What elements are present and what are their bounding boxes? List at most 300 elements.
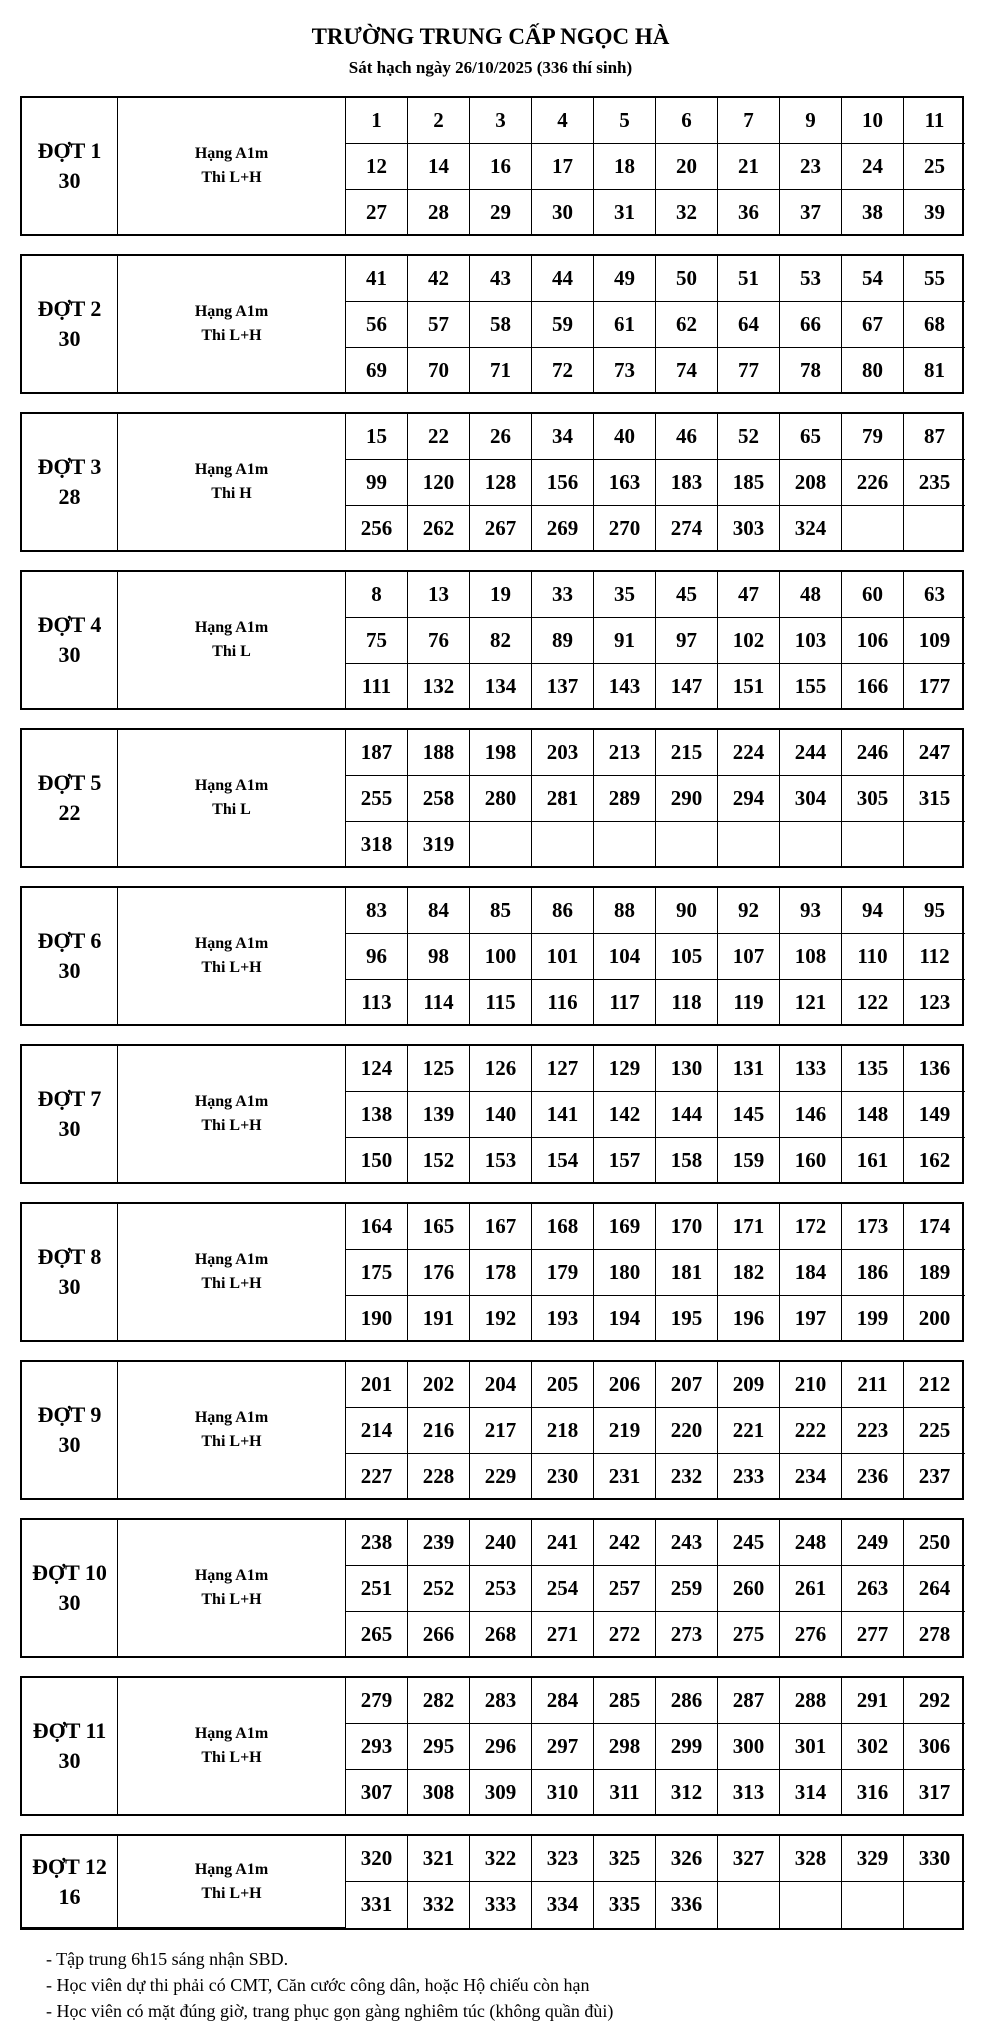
candidate-number: 216 xyxy=(408,1408,470,1454)
batch-table xyxy=(22,1836,965,1928)
candidate-number: 130 xyxy=(656,1046,718,1092)
candidate-number: 270 xyxy=(594,506,656,552)
candidate-number: 187 xyxy=(346,730,408,776)
batch-count: 30 xyxy=(58,1116,81,1142)
candidate-number: 72 xyxy=(532,348,594,394)
license-class-cell xyxy=(118,1678,346,1815)
candidate-number: 9 xyxy=(780,98,842,144)
candidate-number: 134 xyxy=(470,664,532,710)
candidate-number: 300 xyxy=(718,1724,780,1770)
candidate-number: 301 xyxy=(780,1724,842,1770)
license-class: Hạng A1m xyxy=(194,1409,269,1427)
candidate-number: 53 xyxy=(780,256,842,302)
candidate-number: 5 xyxy=(594,98,656,144)
exam-type: Thi L+H xyxy=(201,327,262,345)
candidate-number: 137 xyxy=(532,664,594,710)
candidate-number: 297 xyxy=(532,1724,594,1770)
candidate-number: 201 xyxy=(346,1362,408,1408)
batch-count: 30 xyxy=(58,1748,81,1774)
candidate-number: 73 xyxy=(594,348,656,394)
exam-type: Thi L+H xyxy=(201,959,262,977)
candidate-number: 245 xyxy=(718,1520,780,1566)
license-class-cell xyxy=(118,1046,346,1183)
candidate-number: 92 xyxy=(718,888,780,934)
candidate-number: 66 xyxy=(780,302,842,348)
table-row xyxy=(22,730,965,776)
license-class: Hạng A1m xyxy=(194,935,269,953)
candidate-number: 127 xyxy=(532,1046,594,1092)
candidate-number: 258 xyxy=(408,776,470,822)
license-class: Hạng A1m xyxy=(194,1093,269,1111)
candidate-number: 65 xyxy=(780,414,842,460)
candidate-number: 251 xyxy=(346,1566,408,1612)
candidate-number: 223 xyxy=(842,1408,904,1454)
candidate-number: 291 xyxy=(842,1678,904,1724)
candidate-number: 112 xyxy=(904,934,966,980)
candidate-number: 199 xyxy=(842,1296,904,1342)
candidate-number: 303 xyxy=(718,506,780,552)
candidate-number: 259 xyxy=(656,1566,718,1612)
candidate-number: 242 xyxy=(594,1520,656,1566)
candidate-number: 326 xyxy=(656,1836,718,1882)
candidate-number: 133 xyxy=(780,1046,842,1092)
exam-type: Thi L+H xyxy=(201,1884,262,1902)
batch-table xyxy=(22,888,965,1026)
candidate-number: 75 xyxy=(346,618,408,664)
candidate-number: 108 xyxy=(780,934,842,980)
candidate-number: 179 xyxy=(532,1250,594,1296)
candidate-number: 220 xyxy=(656,1408,718,1454)
candidate-number: 46 xyxy=(656,414,718,460)
candidate-number: 161 xyxy=(842,1138,904,1184)
candidate-number: 63 xyxy=(904,572,966,618)
candidate-number: 189 xyxy=(904,1250,966,1296)
candidate-number: 203 xyxy=(532,730,594,776)
candidate-number: 64 xyxy=(718,302,780,348)
candidate-number: 194 xyxy=(594,1296,656,1342)
batch-name: ĐỢT 1 xyxy=(37,138,102,164)
candidate-number: 36 xyxy=(718,190,780,236)
candidate-number: 299 xyxy=(656,1724,718,1770)
candidate-number: 18 xyxy=(594,144,656,190)
candidate-number: 328 xyxy=(780,1836,842,1882)
batch-count: 30 xyxy=(58,326,81,352)
candidate-number: 20 xyxy=(656,144,718,190)
exam-type: Thi L+H xyxy=(201,1591,262,1609)
candidate-number: 325 xyxy=(594,1836,656,1882)
candidate-number: 202 xyxy=(408,1362,470,1408)
batch-table xyxy=(22,1678,965,1816)
batch-table xyxy=(22,1046,965,1184)
candidate-number: 285 xyxy=(594,1678,656,1724)
candidate-number: 85 xyxy=(470,888,532,934)
candidate-number: 261 xyxy=(780,1566,842,1612)
note-line: - Học viên dự thi phải có CMT, Căn cước công dân, hoặc Hộ chiếu còn hạn xyxy=(46,1975,590,1995)
candidate-number: 101 xyxy=(532,934,594,980)
candidate-number: 141 xyxy=(532,1092,594,1138)
candidate-number: 213 xyxy=(594,730,656,776)
candidate-number: 280 xyxy=(470,776,532,822)
candidate-number: 95 xyxy=(904,888,966,934)
candidate-number: 35 xyxy=(594,572,656,618)
candidate-number: 318 xyxy=(346,822,408,868)
batch-block xyxy=(20,1044,964,1184)
candidate-number: 118 xyxy=(656,980,718,1026)
candidate-number: 165 xyxy=(408,1204,470,1250)
candidate-number: 181 xyxy=(656,1250,718,1296)
candidate-number: 218 xyxy=(532,1408,594,1454)
table-row xyxy=(22,888,965,934)
batch-label xyxy=(22,1046,118,1183)
candidate-number: 55 xyxy=(904,256,966,302)
candidate-number: 6 xyxy=(656,98,718,144)
candidate-number: 273 xyxy=(656,1612,718,1658)
candidate-number: 175 xyxy=(346,1250,408,1296)
candidate-number xyxy=(904,822,966,868)
exam-type: Thi L+H xyxy=(201,1275,262,1293)
candidate-number: 24 xyxy=(842,144,904,190)
candidate-number: 253 xyxy=(470,1566,532,1612)
batch-table xyxy=(22,414,965,552)
candidate-number: 102 xyxy=(718,618,780,664)
candidate-number: 277 xyxy=(842,1612,904,1658)
candidate-number: 93 xyxy=(780,888,842,934)
candidate-number: 283 xyxy=(470,1678,532,1724)
candidate-number: 154 xyxy=(532,1138,594,1184)
candidate-number: 150 xyxy=(346,1138,408,1184)
candidate-number: 37 xyxy=(780,190,842,236)
candidate-number: 88 xyxy=(594,888,656,934)
candidate-number: 229 xyxy=(470,1454,532,1500)
candidate-number: 292 xyxy=(904,1678,966,1724)
license-class: Hạng A1m xyxy=(194,1251,269,1269)
batch-block xyxy=(20,728,964,868)
note-line: - Tập trung 6h15 sáng nhận SBD. xyxy=(46,1949,289,1969)
candidate-number: 54 xyxy=(842,256,904,302)
batch-block xyxy=(20,412,964,552)
license-class-cell xyxy=(118,414,346,551)
candidate-number: 176 xyxy=(408,1250,470,1296)
batch-count: 16 xyxy=(58,1883,81,1909)
candidate-number: 226 xyxy=(842,460,904,506)
batch-count: 30 xyxy=(58,1590,81,1616)
exam-type: Thi L xyxy=(212,643,251,661)
license-class-cell xyxy=(118,730,346,867)
candidate-number: 295 xyxy=(408,1724,470,1770)
batch-label xyxy=(22,414,118,551)
candidate-number: 123 xyxy=(904,980,966,1026)
candidate-number xyxy=(842,822,904,868)
candidate-number: 31 xyxy=(594,190,656,236)
candidate-number: 274 xyxy=(656,506,718,552)
candidate-number: 79 xyxy=(842,414,904,460)
batch-name: ĐỢT 9 xyxy=(37,1402,102,1428)
candidate-number: 80 xyxy=(842,348,904,394)
license-class: Hạng A1m xyxy=(194,1725,269,1743)
candidate-number: 248 xyxy=(780,1520,842,1566)
candidate-number: 289 xyxy=(594,776,656,822)
batch-table xyxy=(22,1520,965,1658)
candidate-number: 105 xyxy=(656,934,718,980)
batch-table xyxy=(22,730,965,868)
candidate-number: 51 xyxy=(718,256,780,302)
candidate-number: 84 xyxy=(408,888,470,934)
candidate-number: 335 xyxy=(594,1882,656,1928)
candidate-number: 69 xyxy=(346,348,408,394)
candidate-number: 147 xyxy=(656,664,718,710)
candidate-number: 153 xyxy=(470,1138,532,1184)
candidate-number: 11 xyxy=(904,98,966,144)
candidate-number: 128 xyxy=(470,460,532,506)
candidate-number: 321 xyxy=(408,1836,470,1882)
candidate-number: 8 xyxy=(346,572,408,618)
candidate-number: 57 xyxy=(408,302,470,348)
batch-count: 30 xyxy=(58,1274,81,1300)
candidate-number: 264 xyxy=(904,1566,966,1612)
candidate-number: 197 xyxy=(780,1296,842,1342)
candidate-number: 152 xyxy=(408,1138,470,1184)
candidate-number: 247 xyxy=(904,730,966,776)
candidate-number: 106 xyxy=(842,618,904,664)
candidate-number: 206 xyxy=(594,1362,656,1408)
candidate-number: 272 xyxy=(594,1612,656,1658)
candidate-number: 278 xyxy=(904,1612,966,1658)
candidate-number: 149 xyxy=(904,1092,966,1138)
candidate-number: 140 xyxy=(470,1092,532,1138)
batch-name: ĐỢT 3 xyxy=(37,454,102,480)
candidate-number: 166 xyxy=(842,664,904,710)
candidate-number: 89 xyxy=(532,618,594,664)
candidate-number: 309 xyxy=(470,1770,532,1816)
table-row xyxy=(22,256,965,302)
candidate-number: 320 xyxy=(346,1836,408,1882)
candidate-number xyxy=(780,822,842,868)
candidate-number: 228 xyxy=(408,1454,470,1500)
candidate-number: 290 xyxy=(656,776,718,822)
batch-label xyxy=(22,98,118,235)
batch-label xyxy=(22,1520,118,1657)
license-class: Hạng A1m xyxy=(194,1860,269,1878)
candidate-number: 14 xyxy=(408,144,470,190)
license-class-cell xyxy=(118,1204,346,1341)
candidate-number: 319 xyxy=(408,822,470,868)
exam-type: Thi L+H xyxy=(201,1117,262,1135)
candidate-number: 103 xyxy=(780,618,842,664)
batch-label xyxy=(22,256,118,393)
candidate-number: 244 xyxy=(780,730,842,776)
candidate-number: 255 xyxy=(346,776,408,822)
candidate-number: 316 xyxy=(842,1770,904,1816)
candidate-number: 222 xyxy=(780,1408,842,1454)
candidate-number xyxy=(904,506,966,552)
candidate-number: 17 xyxy=(532,144,594,190)
batch-block xyxy=(20,886,964,1026)
candidate-number: 286 xyxy=(656,1678,718,1724)
candidate-number: 19 xyxy=(470,572,532,618)
candidate-number: 67 xyxy=(842,302,904,348)
candidate-number: 250 xyxy=(904,1520,966,1566)
batch-name: ĐỢT 10 xyxy=(32,1560,107,1586)
candidate-number: 178 xyxy=(470,1250,532,1296)
candidate-number: 252 xyxy=(408,1566,470,1612)
candidate-number: 7 xyxy=(718,98,780,144)
exam-type: Thi L xyxy=(212,801,251,819)
candidate-number: 25 xyxy=(904,144,966,190)
candidate-number: 87 xyxy=(904,414,966,460)
candidate-number: 221 xyxy=(718,1408,780,1454)
candidate-number: 243 xyxy=(656,1520,718,1566)
batch-label xyxy=(22,730,118,867)
candidate-number: 217 xyxy=(470,1408,532,1454)
candidate-number: 260 xyxy=(718,1566,780,1612)
exam-type: Thi L+H xyxy=(201,1433,262,1451)
batch-label xyxy=(22,1836,118,1928)
candidate-number: 315 xyxy=(904,776,966,822)
candidate-number: 225 xyxy=(904,1408,966,1454)
candidate-number: 68 xyxy=(904,302,966,348)
candidate-number: 90 xyxy=(656,888,718,934)
candidate-number: 238 xyxy=(346,1520,408,1566)
candidate-number: 317 xyxy=(904,1770,966,1816)
license-class-cell xyxy=(118,98,346,235)
candidate-number: 215 xyxy=(656,730,718,776)
candidate-number: 281 xyxy=(532,776,594,822)
candidate-number: 294 xyxy=(718,776,780,822)
candidate-number: 43 xyxy=(470,256,532,302)
candidate-number xyxy=(656,822,718,868)
candidate-number: 83 xyxy=(346,888,408,934)
table-row xyxy=(22,1678,965,1724)
batch-block xyxy=(20,1676,964,1816)
candidate-number: 115 xyxy=(470,980,532,1026)
candidate-number: 190 xyxy=(346,1296,408,1342)
candidate-number: 296 xyxy=(470,1724,532,1770)
candidate-number: 94 xyxy=(842,888,904,934)
candidate-number: 159 xyxy=(718,1138,780,1184)
candidate-number: 240 xyxy=(470,1520,532,1566)
candidate-number: 170 xyxy=(656,1204,718,1250)
batch-name: ĐỢT 11 xyxy=(32,1718,107,1744)
candidate-number: 236 xyxy=(842,1454,904,1500)
batch-block xyxy=(20,1202,964,1342)
candidate-number: 235 xyxy=(904,460,966,506)
candidate-number: 4 xyxy=(532,98,594,144)
candidate-number: 171 xyxy=(718,1204,780,1250)
batch-label xyxy=(22,1362,118,1499)
candidate-number: 58 xyxy=(470,302,532,348)
table-row xyxy=(22,1362,965,1408)
candidate-number: 282 xyxy=(408,1678,470,1724)
batch-count: 30 xyxy=(58,642,81,668)
candidate-number: 231 xyxy=(594,1454,656,1500)
batch-table xyxy=(22,572,965,710)
candidate-number: 209 xyxy=(718,1362,780,1408)
candidate-number: 3 xyxy=(470,98,532,144)
candidate-number: 308 xyxy=(408,1770,470,1816)
candidate-number: 230 xyxy=(532,1454,594,1500)
table-row xyxy=(22,572,965,618)
candidate-number: 256 xyxy=(346,506,408,552)
candidate-number: 145 xyxy=(718,1092,780,1138)
candidate-number: 96 xyxy=(346,934,408,980)
candidate-number: 237 xyxy=(904,1454,966,1500)
candidate-number: 227 xyxy=(346,1454,408,1500)
candidate-number: 111 xyxy=(346,664,408,710)
candidate-number: 62 xyxy=(656,302,718,348)
batch-count: 28 xyxy=(58,484,81,510)
candidate-number: 332 xyxy=(408,1882,470,1928)
candidate-number: 275 xyxy=(718,1612,780,1658)
candidate-number: 34 xyxy=(532,414,594,460)
candidate-number: 267 xyxy=(470,506,532,552)
candidate-number: 210 xyxy=(780,1362,842,1408)
candidate-number: 254 xyxy=(532,1566,594,1612)
candidate-number: 119 xyxy=(718,980,780,1026)
candidate-number xyxy=(532,822,594,868)
candidate-number: 81 xyxy=(904,348,966,394)
candidate-number: 49 xyxy=(594,256,656,302)
candidate-number: 42 xyxy=(408,256,470,302)
candidate-number: 271 xyxy=(532,1612,594,1658)
candidate-number: 333 xyxy=(470,1882,532,1928)
candidate-number: 208 xyxy=(780,460,842,506)
exam-type: Thi L+H xyxy=(201,169,262,187)
candidate-number: 45 xyxy=(656,572,718,618)
candidate-number: 276 xyxy=(780,1612,842,1658)
candidate-number: 15 xyxy=(346,414,408,460)
candidate-number: 76 xyxy=(408,618,470,664)
candidate-number: 33 xyxy=(532,572,594,618)
candidate-number: 279 xyxy=(346,1678,408,1724)
candidate-number: 132 xyxy=(408,664,470,710)
candidate-number: 212 xyxy=(904,1362,966,1408)
candidate-number: 185 xyxy=(718,460,780,506)
candidate-number: 60 xyxy=(842,572,904,618)
candidate-number: 177 xyxy=(904,664,966,710)
candidate-number: 307 xyxy=(346,1770,408,1816)
license-class: Hạng A1m xyxy=(194,461,269,479)
batch-name: ĐỢT 6 xyxy=(37,928,102,954)
candidate-number: 169 xyxy=(594,1204,656,1250)
batch-block xyxy=(20,254,964,394)
table-row xyxy=(22,98,965,144)
candidate-number: 214 xyxy=(346,1408,408,1454)
license-class-cell xyxy=(118,256,346,393)
license-class-cell xyxy=(118,1362,346,1499)
candidate-number: 192 xyxy=(470,1296,532,1342)
batch-block xyxy=(20,1518,964,1658)
candidate-number: 198 xyxy=(470,730,532,776)
candidate-number: 21 xyxy=(718,144,780,190)
candidate-number: 77 xyxy=(718,348,780,394)
license-class-cell xyxy=(118,888,346,1025)
candidate-number xyxy=(780,1882,842,1928)
batch-name: ĐỢT 4 xyxy=(37,612,102,638)
candidate-number xyxy=(718,1882,780,1928)
batch-label xyxy=(22,1678,118,1815)
candidate-number: 26 xyxy=(470,414,532,460)
candidate-number: 160 xyxy=(780,1138,842,1184)
candidate-number: 262 xyxy=(408,506,470,552)
candidate-number: 263 xyxy=(842,1566,904,1612)
batch-name: ĐỢT 5 xyxy=(37,770,102,796)
candidate-number: 86 xyxy=(532,888,594,934)
license-class: Hạng A1m xyxy=(194,619,269,637)
candidate-number: 302 xyxy=(842,1724,904,1770)
candidate-number: 193 xyxy=(532,1296,594,1342)
batch-table xyxy=(22,98,965,236)
candidate-number: 109 xyxy=(904,618,966,664)
